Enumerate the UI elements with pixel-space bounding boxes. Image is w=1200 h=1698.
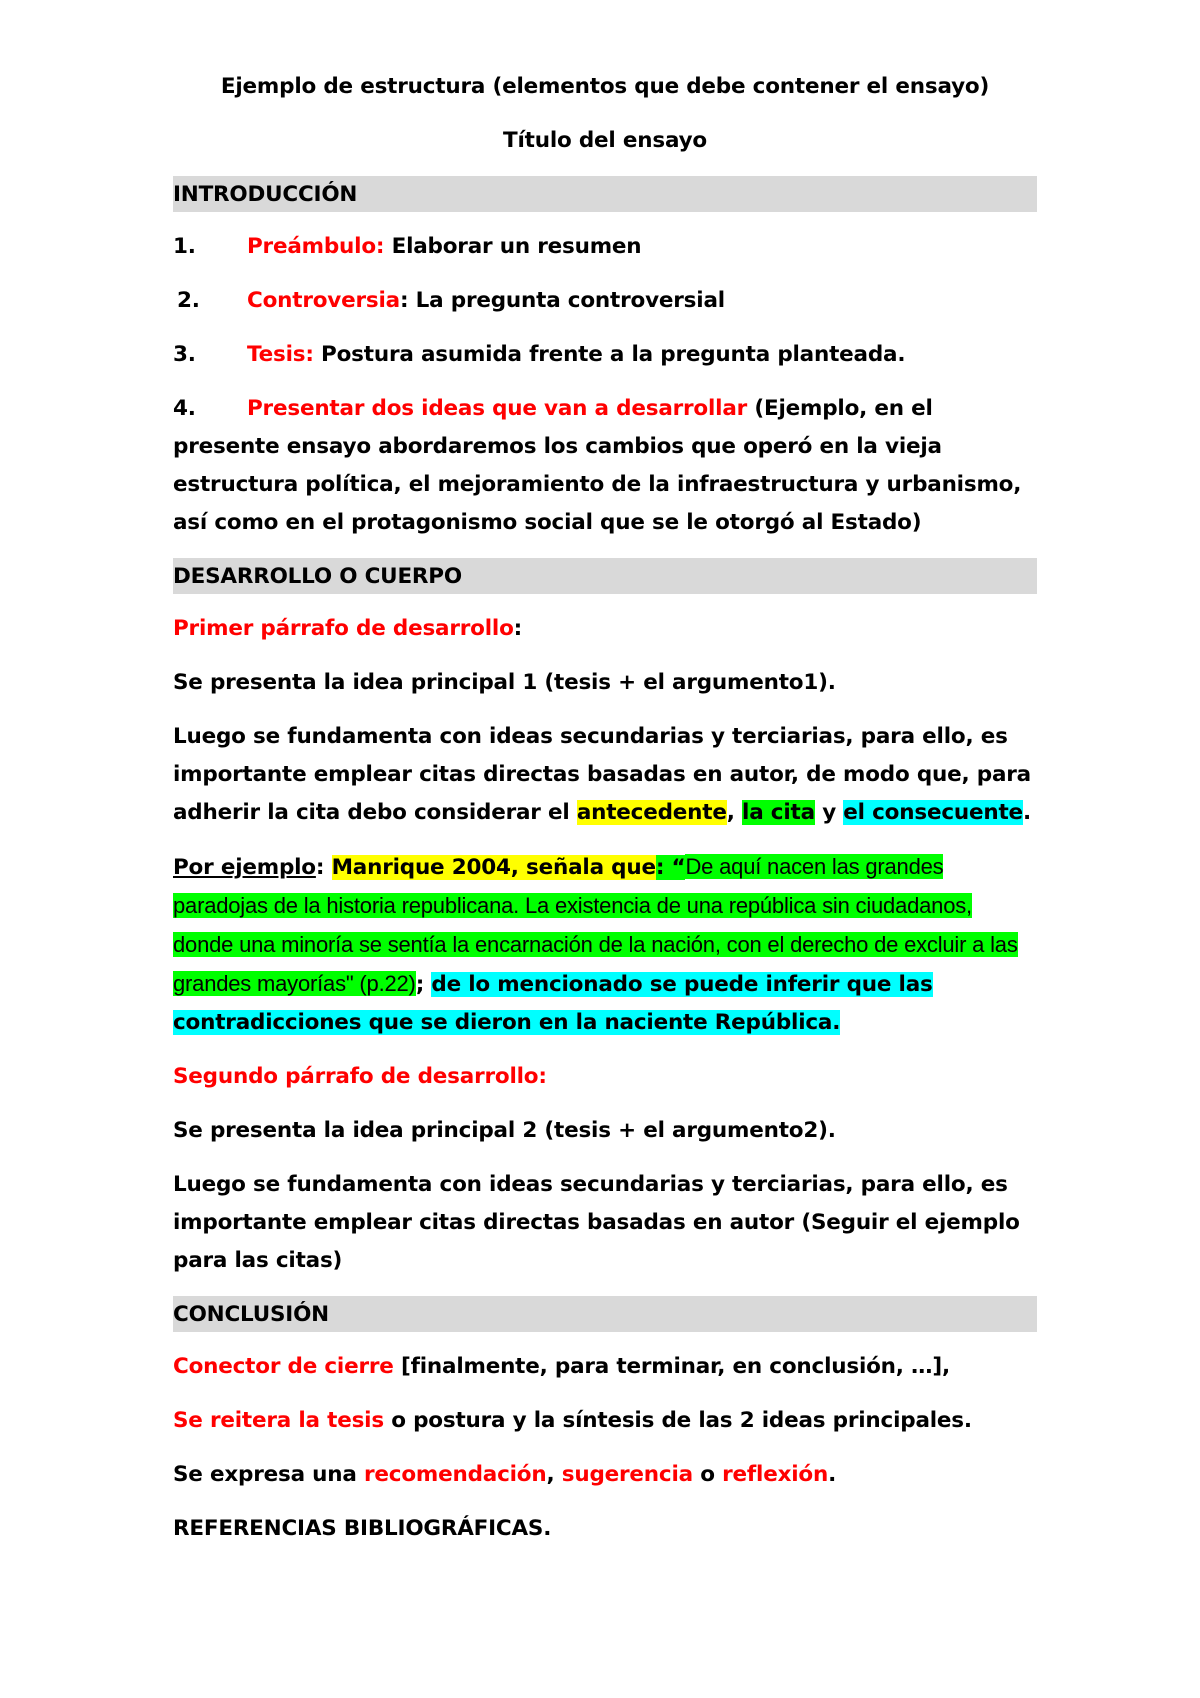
conclusion-item-2 xyxy=(173,1402,1037,1440)
cita-highlight: la cita xyxy=(742,800,815,825)
example-author: Manrique 2004, señala que xyxy=(331,855,656,880)
conclusion-label: Conector de cierre xyxy=(173,1354,394,1379)
antecedente-highlight: antecedente xyxy=(576,800,727,825)
conclusion-text: Se expresa una xyxy=(173,1462,364,1487)
essay-title: Título del ensayo xyxy=(503,128,707,153)
second-support: Luego se fundamenta con ideas secundarias y terciarias, para ello, es importante emplear citas directas basadas en autor (Seguir el ejemplo para las citas) xyxy=(173,1172,1020,1273)
example-conclusion: de lo mencionado se puede inferir que las contradicciones que se dieron en la naciente República. xyxy=(173,972,933,1035)
intro-item-1 xyxy=(173,228,1037,266)
separator: y xyxy=(814,800,844,825)
intro-item-3 xyxy=(173,336,1037,374)
separator: . xyxy=(1022,800,1031,825)
document-body xyxy=(173,68,1037,1564)
separator: o xyxy=(692,1462,723,1487)
item-number: 3. xyxy=(173,342,196,367)
example-quote: De aquí nacen las grandes paradojas de la historia republicana. La existencia de una república sin ciudadanos, donde una minoría se sentía la encarnación de la nación, con el derecho de excluir a las grandes mayorías" (p.22) xyxy=(173,854,1018,996)
first-idea: Se presenta la idea principal 1 (tesis + el argumento1). xyxy=(173,670,836,695)
second-idea: Se presenta la idea principal 2 (tesis + el argumento2). xyxy=(173,1118,836,1143)
conclusion-text: [finalmente, para terminar, en conclusión, …], xyxy=(393,1354,950,1379)
second-paragraph-label: Segundo párrafo de desarrollo: xyxy=(173,1064,547,1089)
separator: , xyxy=(546,1462,562,1487)
quote-open: : “ xyxy=(655,855,686,880)
example-paragraph xyxy=(173,848,1037,1042)
item-number: 4. xyxy=(173,396,196,421)
consecuente-highlight: el consecuente xyxy=(843,800,1023,825)
recomendacion-label: recomendación xyxy=(363,1462,547,1487)
reflexion-label: reflexión xyxy=(722,1462,829,1487)
item-text: Elaborar un resumen xyxy=(384,234,642,259)
separator: ; xyxy=(415,972,432,997)
intro-item-4 xyxy=(173,390,1037,542)
document-title: Ejemplo de estructura (elementos que debe contener el ensayo) xyxy=(220,74,990,99)
conclusion-item-1 xyxy=(173,1348,1037,1386)
intro-item-2 xyxy=(173,282,1037,320)
item-text: (Ejemplo, en el presente ensayo abordaremos los cambios que operó en la vieja estructura política, el mejoramiento de la infraestructura y urbanismo, así como en el protagonismo social que se le otorgó al Estado) xyxy=(173,396,1022,535)
conclusion-item-3 xyxy=(173,1456,1037,1494)
section-heading-desarrollo: DESARROLLO O CUERPO xyxy=(173,558,1037,594)
item-text: Postura asumida frente a la pregunta planteada. xyxy=(313,342,906,367)
item-label: Controversia xyxy=(247,288,400,313)
conclusion-text: o postura y la síntesis de las 2 ideas principales. xyxy=(383,1408,972,1433)
conclusion-label: Se reitera la tesis xyxy=(173,1408,384,1433)
separator: , xyxy=(726,800,743,825)
item-number: 1. xyxy=(173,234,196,259)
item-text: : La pregunta controversial xyxy=(399,288,725,313)
item-label: Presentar dos ideas que van a desarrollar xyxy=(247,396,748,421)
section-heading-introduccion: INTRODUCCIÓN xyxy=(173,176,1037,212)
first-paragraph-colon: : xyxy=(513,616,523,641)
item-label: Preámbulo: xyxy=(247,234,385,259)
first-support xyxy=(173,718,1037,832)
section-heading-conclusion: CONCLUSIÓN xyxy=(173,1296,1037,1332)
first-paragraph-label xyxy=(173,610,1037,648)
item-number: 2. xyxy=(177,288,200,313)
first-paragraph-title: Primer párrafo de desarrollo xyxy=(173,616,514,641)
example-label: Por ejemplo xyxy=(173,855,316,880)
separator: . xyxy=(828,1462,837,1487)
sugerencia-label: sugerencia xyxy=(561,1462,693,1487)
separator: : xyxy=(315,855,332,880)
references-heading: REFERENCIAS BIBLIOGRÁFICAS. xyxy=(173,1516,552,1541)
item-label: Tesis: xyxy=(247,342,314,367)
support-text: Luego se fundamenta con ideas secundarias y terciarias, para ello, es importante emplear citas directas basadas en autor, de modo que, para adherir la cita debo considerar el xyxy=(173,724,1031,825)
